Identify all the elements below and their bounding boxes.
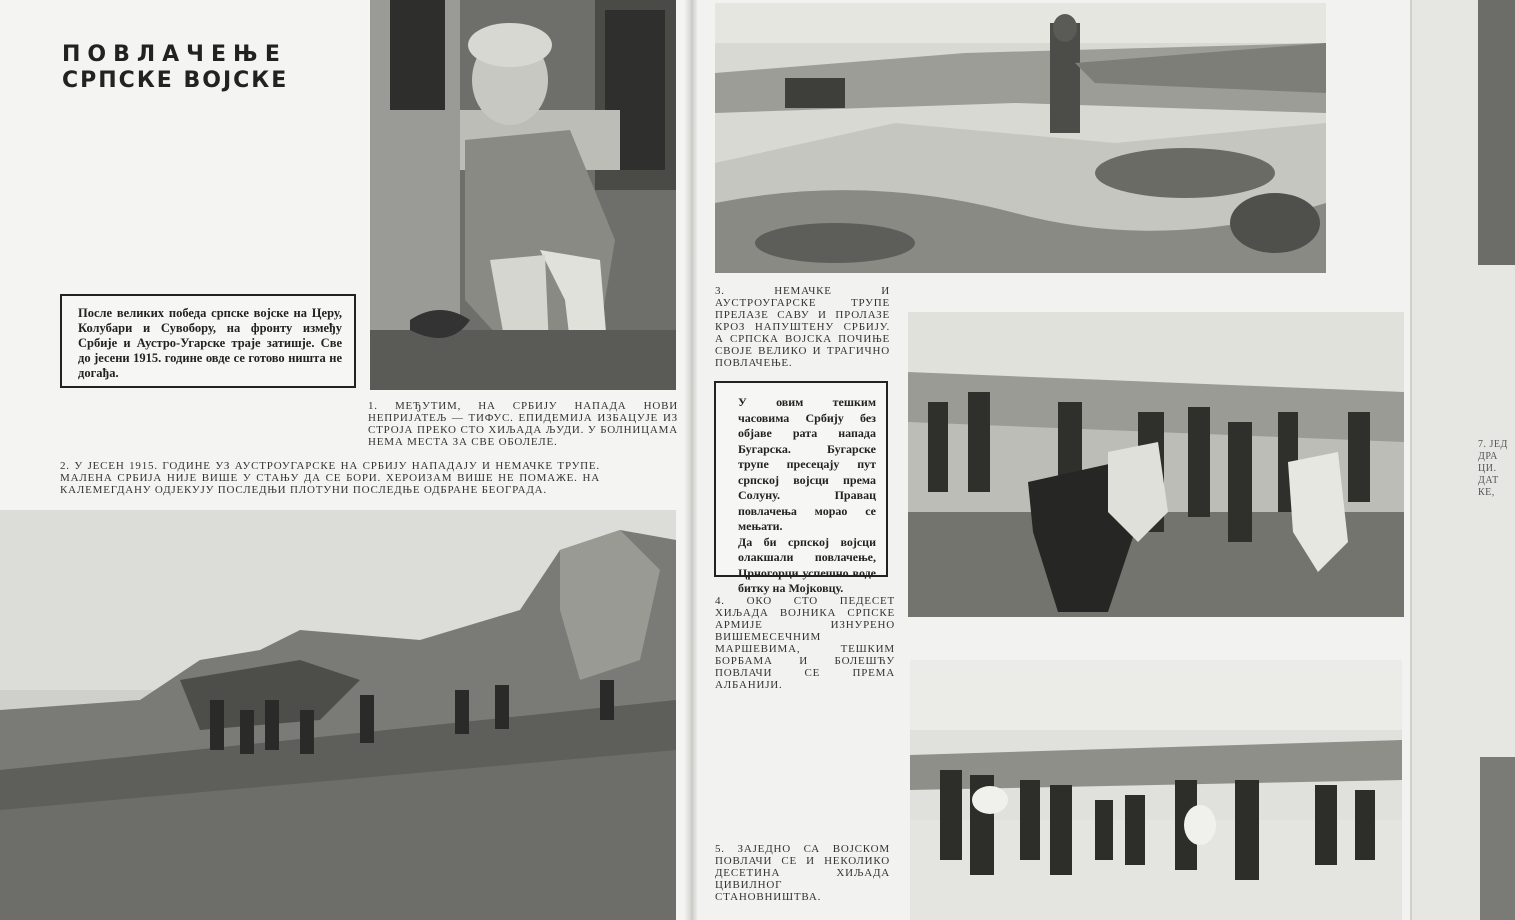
caption-3-text: НЕМАЧКЕ И АУСТРОУГАРСКЕ ТРУПЕ ПРЕЛАЗЕ САВУ И ПРОЛАЗЕ КРОЗ НАПУШТЕНУ СРБИЈУ. А СРПСКА ВОЈСКА ПОЧИЊЕ СВОЈЕ ВЕЛИКО И ТРАГИЧНО ПОВЛАЧЕЊЕ.	[715, 285, 890, 369]
caption-1-text: МЕЂУТИМ, НА СРБИЈУ НАПАДА НОВИ НЕПРИЈАТЕЉ — ТИФУС. ЕПИДЕМИЈА ИЗБАЦУЈЕ ИЗ СТРОЈА ПРЕКО СТО ХИЉАДА ЉУДИ. У БОЛНИЦАМА НЕМА МЕСТА ЗА СВЕ ОБОЛЕЛЕ.	[368, 400, 678, 448]
caption-4-number: 4.	[715, 595, 725, 607]
bulgaria-text-box	[714, 381, 888, 595]
caption-4	[715, 595, 895, 691]
title-line-2: СРПСКЕ ВОЈСКЕ	[62, 68, 289, 93]
caption-2	[60, 460, 600, 496]
caption-4-text: ОКО СТО ПЕДЕСЕТ ХИЉАДА ВОЈНИКА СРПСКЕ АРМИЈЕ ИЗНУРЕНО ВИШЕМЕСЕЧНИМ МАРШЕВИМА, ТЕШКИМ БОРБАМА И БОЛЕШЋУ ПОВЛАЧИ СЕ ПРЕМА АЛБАНИЈИ.	[715, 595, 895, 691]
intro-text: После великих победа српске војске на Церу, Колубари и Сувобору, на фронту између Србије и Аустро-Угарске траје затишје. Све до јесени 1915. године овде се готово ништа не догађа.	[78, 306, 342, 380]
photo-retreat-column	[908, 312, 1404, 617]
edge-line-4: ДАТ	[1478, 475, 1499, 486]
photo-troops-crossing	[715, 3, 1326, 273]
caption-2-text: У ЈЕСЕН 1915. ГОДИНЕ УЗ АУСТРОУГАРСКЕ НА СРБИЈУ НАПАДАЈУ И НЕМАЧКЕ ТРУПЕ. МАЛЕНА СРБИЈА НИЈЕ ВИШЕ У СТАЊУ ДА СЕ БОРИ. ХЕРОИЗАМ ВИШЕ НЕ ПОМАЖЕ. НА КАЛЕМЕГДАНУ ОДЈЕКУЈУ ПОСЛЕДЊИ ПЛОТУНИ ПОСЛЕДЊЕ ОДБРАНЕ БЕОГРАДА.	[60, 460, 600, 496]
caption-1-number: 1.	[368, 400, 378, 412]
caption-5-text: ЗАЈЕДНО СА ВОЈСКОМ ПОВЛАЧИ СЕ И НЕКОЛИКО ДЕСЕТИНА ХИЉАДА ЦИВИЛНОГ СТАНОВНИШТВА.	[715, 843, 890, 903]
edge-line-2: ДРА	[1478, 451, 1498, 462]
bulgaria-text: У овим тешким часовима Србију без објаве рата напада Бугарска. Бугарске трупе пресецају пут српској војсци према Солуну. Правац повлачења морао се мењати.	[738, 395, 876, 533]
caption-1	[368, 400, 678, 448]
edge-line-1: ЈЕД	[1489, 439, 1508, 450]
title-line-1: ПОВЛАЧЕЊЕ	[62, 42, 287, 67]
next-page-caption-fragment	[1478, 439, 1508, 499]
photo-typhus-soldier	[370, 0, 676, 390]
caption-5-number: 5.	[715, 843, 725, 855]
caption-3	[715, 285, 890, 369]
edge-line-5: КЕ,	[1478, 487, 1495, 498]
photo-kalemegdan-defence	[0, 510, 676, 920]
page-title	[62, 42, 288, 94]
next-page-caption-number: 7.	[1478, 439, 1487, 450]
edge-line-3: ЦИ.	[1478, 463, 1497, 474]
next-page-photo-bottom	[1480, 757, 1515, 920]
montenegro-text: Да би српској војсци олакшали повлачење, Црногорци успешно воде битку на Мојковцу.	[738, 534, 876, 595]
intro-text-box	[60, 294, 356, 388]
page-gutter	[684, 0, 698, 920]
next-page-photo-top	[1478, 0, 1515, 265]
caption-2-number: 2.	[60, 460, 70, 472]
photo-civilians-retreat	[910, 660, 1402, 920]
caption-5	[715, 843, 890, 903]
caption-3-number: 3.	[715, 285, 725, 297]
